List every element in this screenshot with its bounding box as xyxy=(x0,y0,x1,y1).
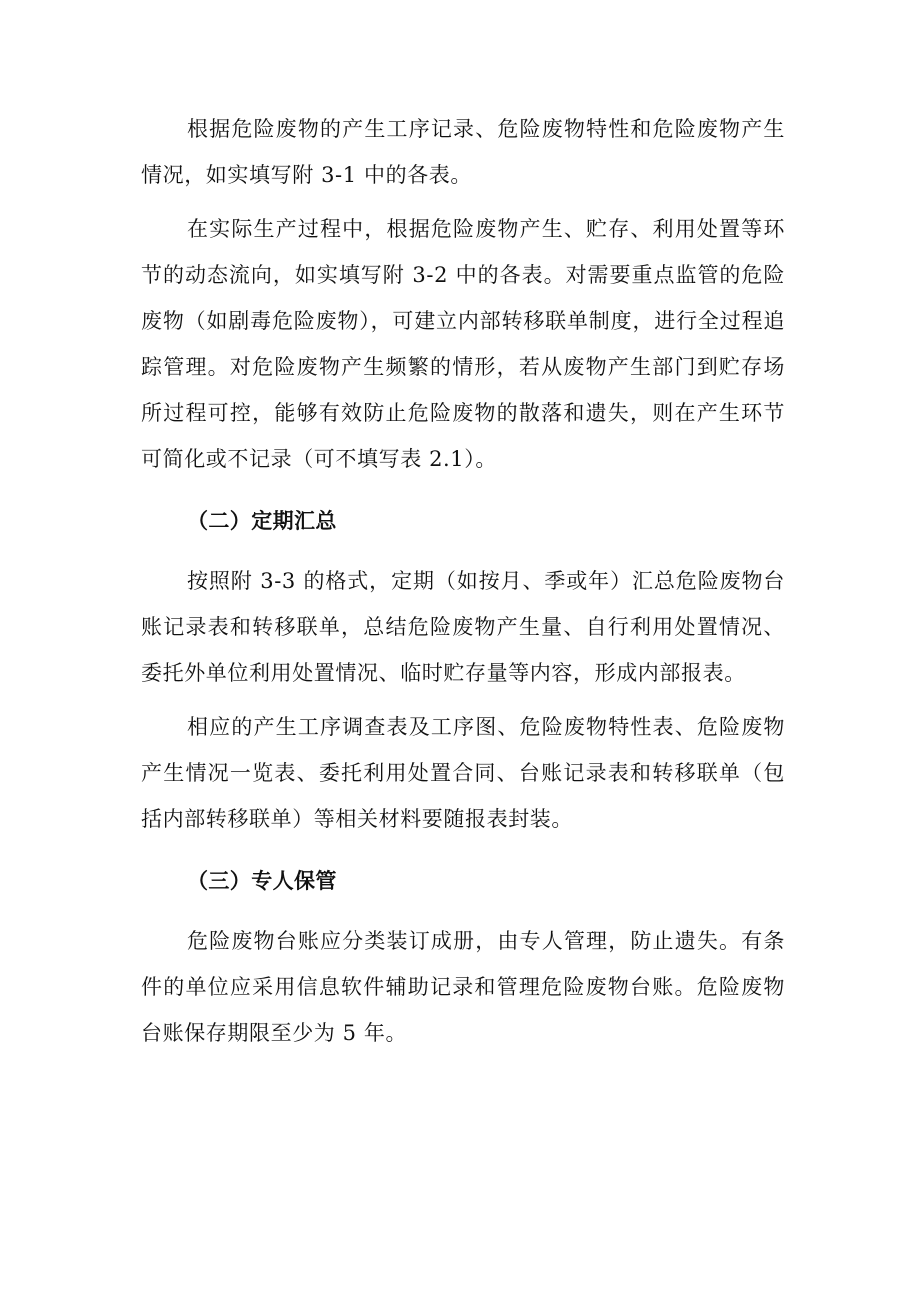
paragraph-custody-rules: 危险废物台账应分类装订成册，由专人管理，防止遗失。有条件的单位应采用信息软件辅助记录和管理危险废物台账。危险废物台账保存期限至少为 5 年。 xyxy=(141,929,785,1045)
section-heading-custody: （三）专人保管 xyxy=(187,869,337,893)
paragraph-related-materials: 相应的产生工序调查表及工序图、危险废物特性表、危险废物产生情况一览表、委托利用处置合同、台账记录表和转移联单（包括内部转移联单）等相关材料要随报表封装。 xyxy=(141,715,785,831)
document-body xyxy=(141,106,785,1056)
paragraph-dynamic-flow: 在实际生产过程中，根据危险废物产生、贮存、利用处置等环节的动态流向，如实填写附 3-2 中的各表。对需要重点监管的危险废物（如剧毒危险废物），可建立内部转移联单制度，进行全过程追踪管理。对危险废物产生频繁的情形，若从废物产生部门到贮存场所过程可控，能够有效防止危险废物的散落和遗失，则在产生环节可简化或不记录（可不填写表 2.1）。 xyxy=(141,217,785,471)
paragraph-ledger-forms: 根据危险废物的产生工序记录、危险废物特性和危险废物产生情况，如实填写附 3-1 中的各表。 xyxy=(141,117,785,187)
paragraph-summary-format: 按照附 3-3 的格式，定期（如按月、季或年）汇总危险废物台账记录表和转移联单，总结危险废物产生量、自行利用处置情况、委托外单位利用处置情况、临时贮存量等内容，形成内部报表。 xyxy=(141,569,785,685)
section-heading-periodic-summary: （二）定期汇总 xyxy=(187,509,337,533)
